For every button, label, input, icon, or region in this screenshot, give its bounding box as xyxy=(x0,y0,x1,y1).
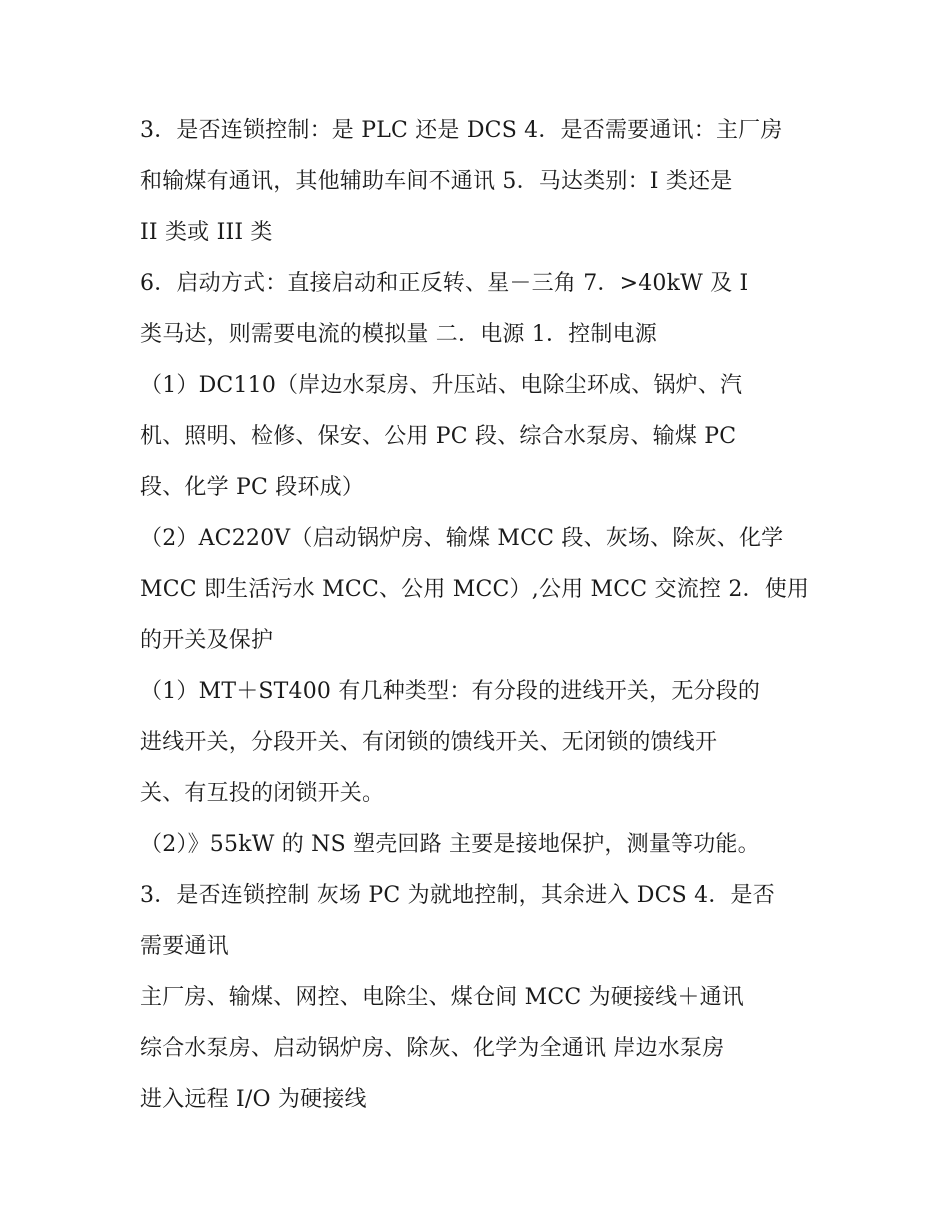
document-body xyxy=(140,105,820,1125)
text-line: 主厂房、输煤、网控、电除尘、煤仓间 MCC 为硬接线＋通讯 xyxy=(140,985,744,1010)
text-line: （1）MT＋ST400 有几种类型：有分段的进线开关，无分段的 xyxy=(140,679,761,704)
text-line: 关、有互投的闭锁开关。 xyxy=(140,781,385,806)
text-line: MCC 即生活污水 MCC、公用 MCC）,公用 MCC 交流控 2．使用 xyxy=(140,577,810,602)
text-line: II 类或 III 类 xyxy=(140,220,273,245)
text-line: （2）》55kW 的 NS 塑壳回路 主要是接地保护，测量等功能。 xyxy=(140,832,760,857)
text-line: 3．是否连锁控制：是 PLC 还是 DCS 4．是否需要通讯：主厂房 xyxy=(140,118,783,143)
text-line: 需要通讯 xyxy=(140,934,229,959)
text-line: 段、化学 PC 段环成） xyxy=(140,475,365,500)
text-line: （1）DC110（岸边水泵房、升压站、电除尘环成、锅炉、汽 xyxy=(140,373,743,398)
text-line: 综合水泵房、启动锅炉房、除灰、化学为全通讯 岸边水泵房 xyxy=(140,1036,725,1061)
text-line: （2）AC220V（启动锅炉房、输煤 MCC 段、灰场、除灰、化学 xyxy=(140,526,784,551)
text-line: 机、照明、检修、保安、公用 PC 段、综合水泵房、输煤 PC xyxy=(140,424,737,449)
text-line: 6．启动方式：直接启动和正反转、星－三角 7．>40kW 及 I xyxy=(140,271,749,296)
text-line: 和输煤有通讯，其他辅助车间不通讯 5．马达类别：I 类还是 xyxy=(140,169,733,194)
text-line: 进入远程 I/O 为硬接线 xyxy=(140,1087,367,1112)
text-line: 进线开关，分段开关、有闭锁的馈线开关、无闭锁的馈线开 xyxy=(140,730,718,755)
text-line: 类马达，则需要电流的模拟量 二．电源 1．控制电源 xyxy=(140,322,657,347)
text-line: 的开关及保护 xyxy=(140,628,274,653)
text-line: 3．是否连锁控制 灰场 PC 为就地控制，其余进入 DCS 4．是否 xyxy=(140,883,775,908)
